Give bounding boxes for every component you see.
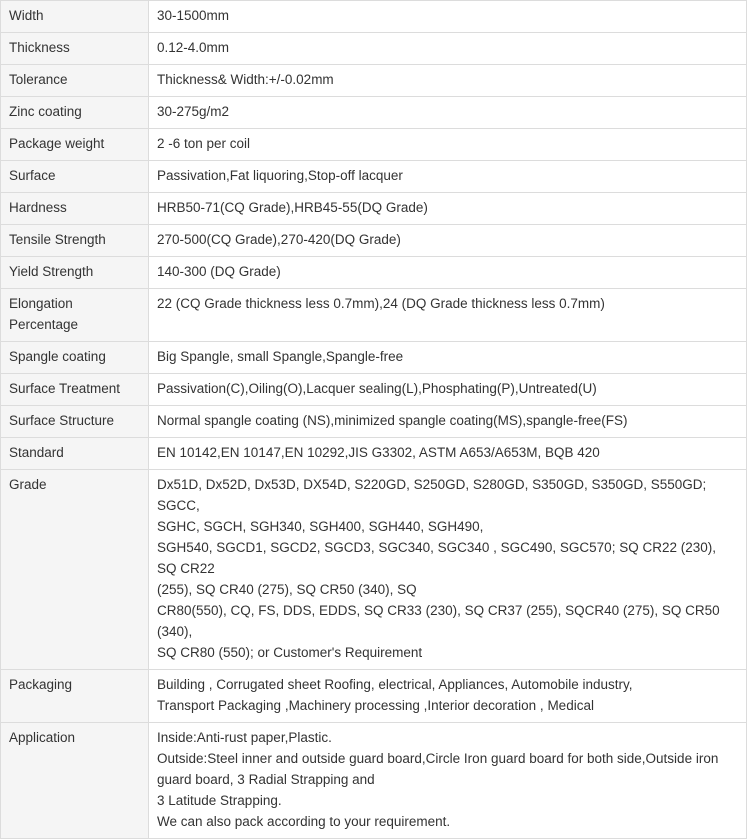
table-row <box>1 1 747 33</box>
row-label: Yield Strength <box>1 257 149 289</box>
table-row <box>1 406 747 438</box>
table-row <box>1 97 747 129</box>
row-value: 0.12-4.0mm <box>149 33 747 65</box>
row-value: Normal spangle coating (NS),minimized spangle coating(MS),spangle-free(FS) <box>149 406 747 438</box>
table-row <box>1 470 747 670</box>
row-value: 140-300 (DQ Grade) <box>149 257 747 289</box>
row-value: Thickness& Width:+/-0.02mm <box>149 65 747 97</box>
row-label: Packaging <box>1 670 149 723</box>
row-label: Surface Treatment <box>1 374 149 406</box>
row-value: Inside:Anti-rust paper,Plastic. Outside:Steel inner and outside guard board,Circle Iron guard board for both side,Outside iron guard board, 3 Radial Strapping and 3 Latitude Strapping. We can also pack according to your requirement. <box>149 723 747 839</box>
row-label: Surface <box>1 161 149 193</box>
table-row <box>1 65 747 97</box>
spec-table-body <box>1 1 747 839</box>
table-row <box>1 161 747 193</box>
table-row <box>1 257 747 289</box>
row-label: Zinc coating <box>1 97 149 129</box>
row-label: Hardness <box>1 193 149 225</box>
row-label: Thickness <box>1 33 149 65</box>
row-label: Grade <box>1 470 149 670</box>
row-value: Passivation,Fat liquoring,Stop-off lacquer <box>149 161 747 193</box>
table-row <box>1 670 747 723</box>
row-label: Surface Structure <box>1 406 149 438</box>
row-value: HRB50-71(CQ Grade),HRB45-55(DQ Grade) <box>149 193 747 225</box>
row-value: EN 10142,EN 10147,EN 10292,JIS G3302, ASTM A653/A653M, BQB 420 <box>149 438 747 470</box>
row-label: Tolerance <box>1 65 149 97</box>
row-label: Package weight <box>1 129 149 161</box>
table-row <box>1 193 747 225</box>
row-value: 30-275g/m2 <box>149 97 747 129</box>
row-value: 22 (CQ Grade thickness less 0.7mm),24 (DQ Grade thickness less 0.7mm) <box>149 289 747 342</box>
table-row <box>1 438 747 470</box>
table-row <box>1 289 747 342</box>
table-row <box>1 342 747 374</box>
table-row <box>1 723 747 839</box>
table-row <box>1 225 747 257</box>
row-value: Building , Corrugated sheet Roofing, electrical, Appliances, Automobile industry, Transport Packaging ,Machinery processing ,Interior decoration , Medical <box>149 670 747 723</box>
table-row <box>1 33 747 65</box>
table-row <box>1 374 747 406</box>
row-value: Passivation(C),Oiling(O),Lacquer sealing(L),Phosphating(P),Untreated(U) <box>149 374 747 406</box>
row-label: Tensile Strength <box>1 225 149 257</box>
row-value: 2 -6 ton per coil <box>149 129 747 161</box>
row-label: Elongation Percentage <box>1 289 149 342</box>
row-value: 30-1500mm <box>149 1 747 33</box>
table-row <box>1 129 747 161</box>
row-label: Standard <box>1 438 149 470</box>
row-label: Application <box>1 723 149 839</box>
row-label: Width <box>1 1 149 33</box>
row-value: 270-500(CQ Grade),270-420(DQ Grade) <box>149 225 747 257</box>
row-value: Dx51D, Dx52D, Dx53D, DX54D, S220GD, S250GD, S280GD, S350GD, S350GD, S550GD; SGCC, SGHC, SGCH, SGH340, SGH400, SGH440, SGH490, SGH540, SGCD1, SGCD2, SGCD3, SGC340, SGC340 , SGC490, SGC570; SQ CR22 (230), SQ CR22 (255), SQ CR40 (275), SQ CR50 (340), SQ CR80(550), CQ, FS, DDS, EDDS, SQ CR33 (230), SQ CR37 (255), SQCR40 (275), SQ CR50 (340), SQ CR80 (550); or Customer's Requirement <box>149 470 747 670</box>
row-value: Big Spangle, small Spangle,Spangle-free <box>149 342 747 374</box>
row-label: Spangle coating <box>1 342 149 374</box>
